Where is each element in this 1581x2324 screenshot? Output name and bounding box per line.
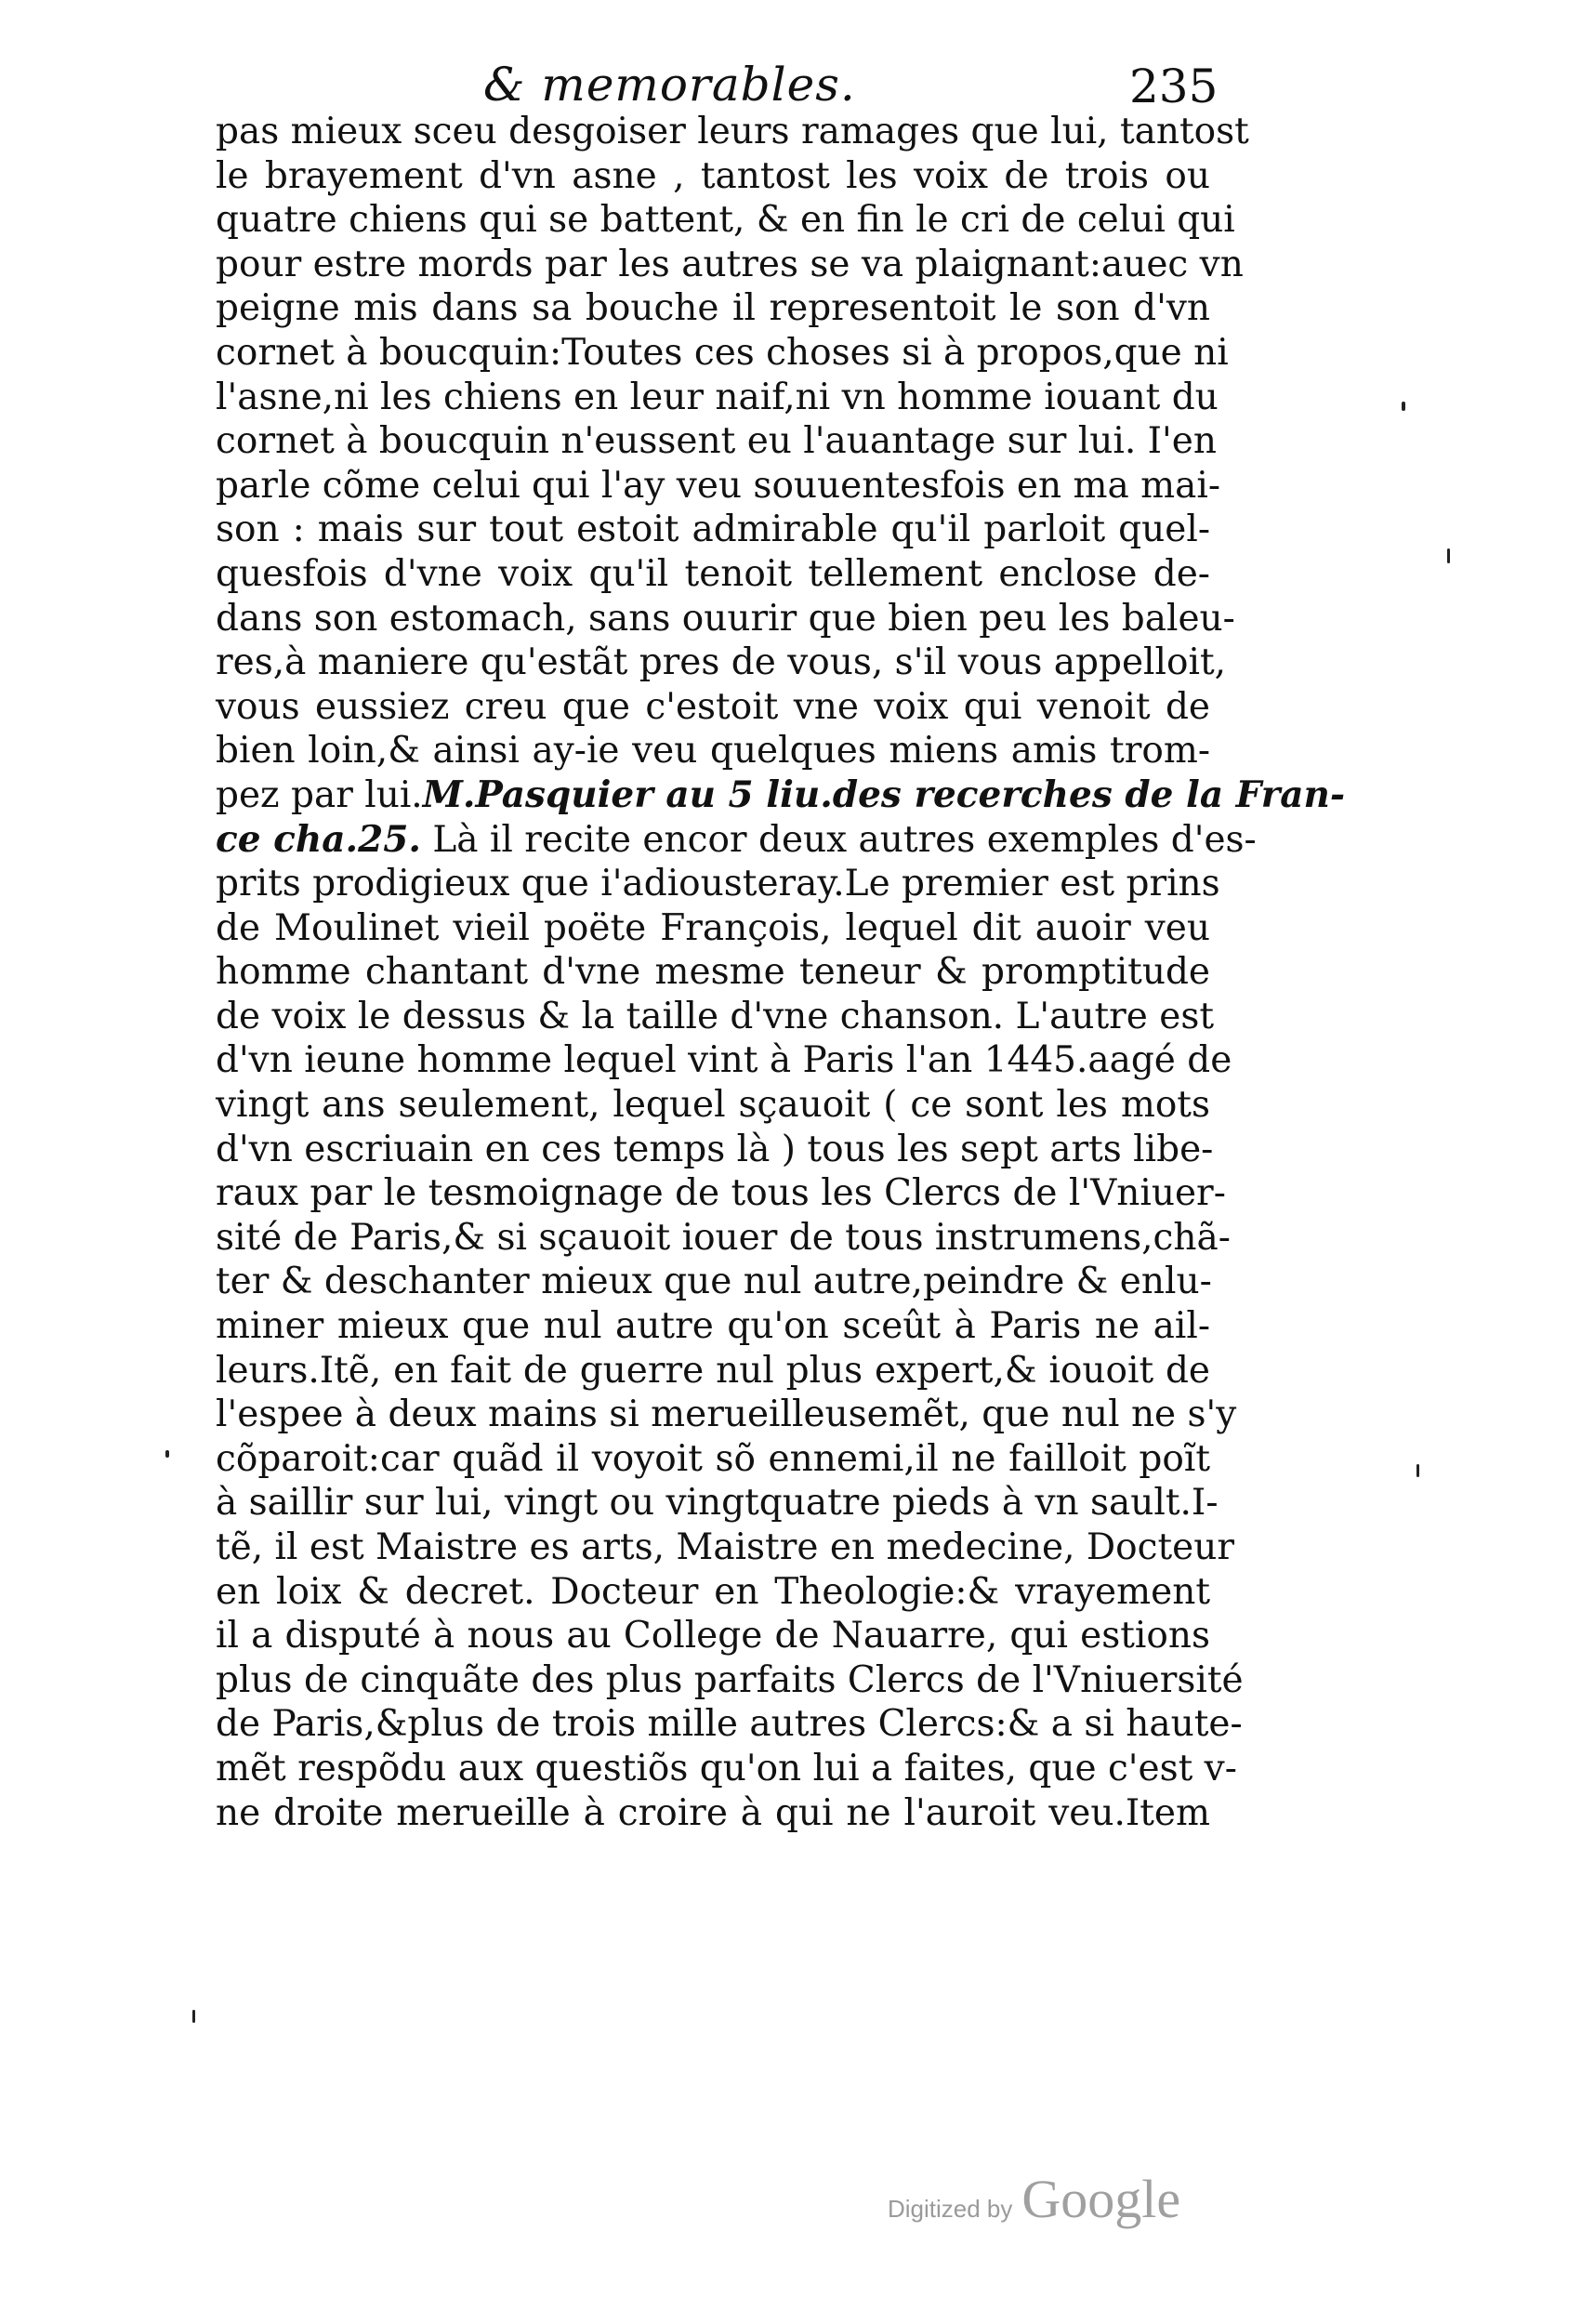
text-line: [216, 1128, 1214, 1172]
line-text: Là il recite encor deux autres exemples d'es-: [420, 818, 1257, 861]
line-text: vous eussiez creu que c'estoit vne voix qui venoit de: [216, 685, 1210, 728]
text-line: [216, 817, 1257, 863]
scan-speck: [1447, 548, 1450, 563]
line-text: pas mieux sceu desgoiser leurs ramages que lui, tantost: [216, 111, 1249, 152]
text-line: [216, 1481, 1219, 1525]
text-line: [216, 862, 1220, 906]
text-line: [216, 419, 1217, 464]
text-line: [216, 1570, 1210, 1615]
text-line: [216, 376, 1219, 420]
line-text: il a disputé à nous au College de Nauarre, qui estions: [216, 1615, 1210, 1657]
line-text: plus de cinquãte des plus parfaits Clercs de l'Vniuersité: [216, 1658, 1244, 1701]
line-text: de Moulinet vieil poëte François, lequel dit auoir veu: [216, 906, 1210, 949]
text-line: [216, 286, 1210, 331]
line-text: cornet à boucquin n'eussent eu l'auantage sur lui. I'en: [216, 420, 1217, 463]
line-text: ne droite merueille à croire à qui ne l'auroit veu.Item: [216, 1791, 1210, 1834]
line-text: de Paris,&plus de trois mille autres Clercs:& a si haute-: [216, 1703, 1243, 1746]
text-line: [216, 1216, 1231, 1261]
line-text: l'espee à deux mains si merueilleusemẽt, que nul ne s'y: [216, 1393, 1237, 1436]
line-text: parle cõme celui qui l'ay veu souuentesfois en ma mai-: [216, 464, 1221, 507]
text-line: [216, 685, 1210, 730]
line-text: leurs.Itẽ, en fait de guerre nul plus expert,& iouoit de: [216, 1349, 1210, 1392]
text-line: [216, 1702, 1243, 1747]
text-line: [216, 552, 1210, 597]
text-line: [216, 772, 1346, 818]
text-line: [216, 1083, 1210, 1128]
line-text: de voix le dessus & la taille d'vne chanson. L'autre est: [216, 995, 1215, 1037]
text-line: [216, 950, 1210, 995]
text-line: [216, 198, 1235, 243]
text-line: [216, 154, 1210, 199]
body-text: [216, 110, 1346, 1835]
scan-speck: [192, 2010, 195, 2023]
line-text: peigne mis dans sa bouche il representoit le son d'vn: [216, 287, 1210, 330]
text-line: [216, 110, 1249, 154]
line-text: quatre chiens qui se battent, & en fin le cri de celui qui: [216, 199, 1235, 242]
text-line: [216, 1349, 1210, 1393]
text-line: [216, 729, 1210, 773]
line-text: d'vn ieune homme lequel vint à Paris l'an 1445.aagé de: [216, 1039, 1232, 1082]
line-text: cornet à boucquin:Toutes ces choses si à propos,que ni: [216, 331, 1229, 374]
text-line: [216, 331, 1229, 376]
line-text: raux par le tesmoignage de tous les Clercs de l'Vniuer-: [216, 1172, 1226, 1215]
text-line: [216, 1260, 1210, 1304]
text-line: [216, 597, 1235, 641]
text-line: [216, 1304, 1210, 1349]
line-text: sité de Paris,& si sçauoit iouer de tous instrumens,chã-: [216, 1216, 1231, 1259]
line-text: d'vn escriuain en ces temps là ) tous les sept arts libe-: [216, 1128, 1214, 1170]
line-text: ter & deschanter mieux que nul autre,peindre & enlu-: [216, 1261, 1212, 1303]
digitized-watermark: [888, 2168, 1180, 2230]
text-line: [216, 243, 1244, 287]
line-text: cõparoit:car quãd il voyoit sõ ennemi,il ne failloit poĩt: [216, 1437, 1210, 1480]
line-text: à saillir sur lui, vingt ou vingtquatre pieds à vn sault.I-: [216, 1482, 1219, 1525]
line-text: quesfois d'vne voix qu'il tenoit tellement enclose de-: [216, 552, 1210, 595]
line-text: dans son estomach, sans ouurir que bien peu les baleu-: [216, 597, 1235, 640]
line-text: mẽt respõdu aux questiõs qu'on lui a faites, que c'est v-: [216, 1747, 1237, 1789]
italic-citation: ce cha.25.: [216, 817, 421, 861]
line-text: en loix & decret. Docteur en Theologie:& vrayement: [216, 1570, 1210, 1613]
text-line: [216, 464, 1221, 508]
text-line: [216, 508, 1210, 552]
watermark-prefix: Digitized by: [888, 2195, 1013, 2223]
text-line: [216, 1658, 1244, 1703]
line-text: bien loin,& ainsi ay-ie veu quelques miens amis trom-: [216, 730, 1210, 772]
text-line: [216, 1747, 1237, 1791]
line-text: prits prodigieux que i'adiousteray.Le premier est prins: [216, 863, 1220, 905]
text-line: [216, 1038, 1232, 1083]
text-line: [216, 640, 1227, 685]
text-line: [216, 906, 1210, 951]
line-text: miner mieux que nul autre qu'on sceût à Paris ne ail-: [216, 1305, 1210, 1348]
line-text: pour estre mords par les autres se va plaignant:auec vn: [216, 243, 1244, 285]
text-line: [216, 1393, 1237, 1437]
text-line: [216, 995, 1215, 1039]
text-line: [216, 1614, 1210, 1658]
line-text: l'asne,ni les chiens en leur naif,ni vn homme iouant du: [216, 376, 1219, 418]
scan-speck: [165, 1450, 169, 1458]
text-line: [216, 1791, 1210, 1836]
scan-speck: [1416, 1464, 1419, 1477]
line-text: son : mais sur tout estoit admirable qu'il parloit quel-: [216, 508, 1210, 551]
text-line: [216, 1525, 1234, 1570]
line-text: pez par lui.: [216, 773, 423, 816]
line-text: vingt ans seulement, lequel sçauoit ( ce sont les mots: [216, 1084, 1210, 1127]
text-line: [216, 1171, 1226, 1216]
page-number: 235: [1129, 59, 1219, 113]
italic-citation: M.Pasquier au 5 liu.des recerches de la Fran-: [422, 772, 1346, 816]
line-text: res,à maniere qu'estãt pres de vous, s'il vous appelloit,: [216, 641, 1227, 684]
line-text: tẽ, il est Maistre es arts, Maistre en medecine, Docteur: [216, 1526, 1234, 1568]
text-line: [216, 1437, 1210, 1482]
google-logo: Google: [1021, 2169, 1181, 2229]
line-text: homme chantant d'vne mesme teneur & promptitude: [216, 951, 1210, 994]
running-head: & memorables.: [483, 58, 856, 112]
scan-speck: [1402, 402, 1405, 411]
line-text: le brayement d'vn asne , tantost les voix de trois ou: [216, 154, 1210, 197]
